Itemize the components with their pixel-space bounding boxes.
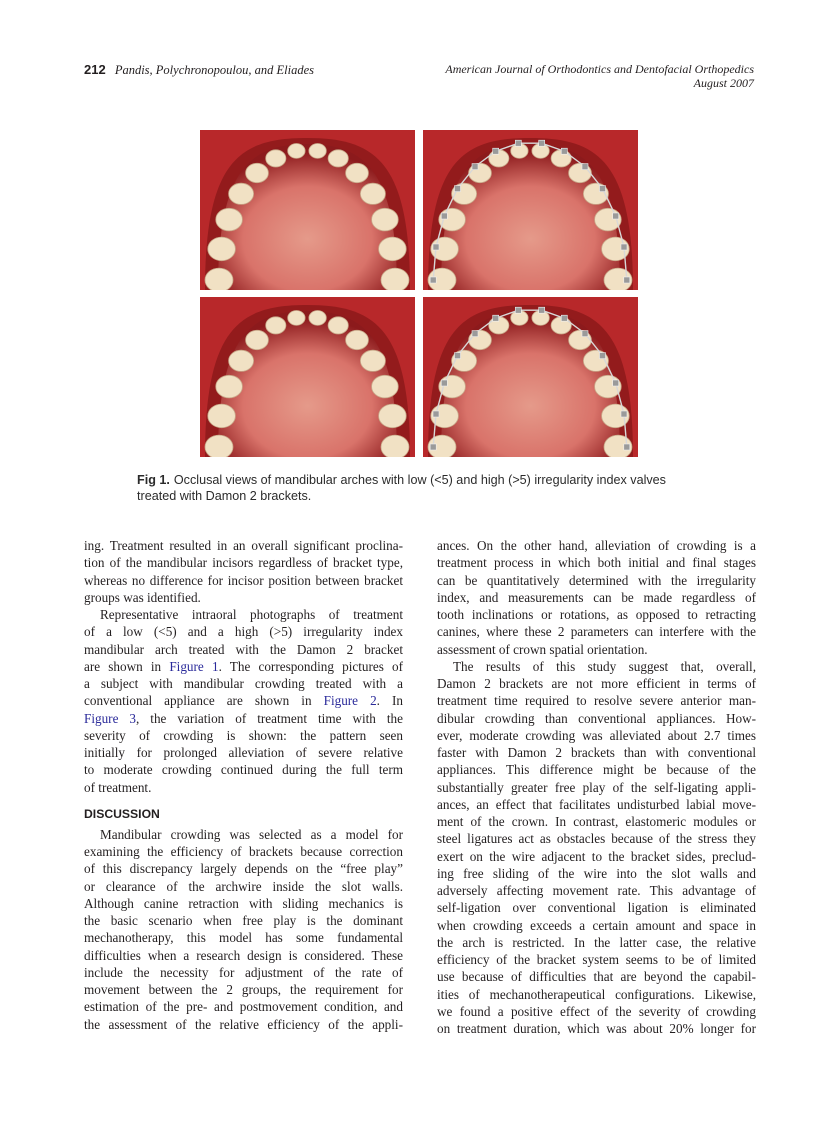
text-line xyxy=(84,710,403,727)
text-line: ing. Treatment resulted in an overall significant proclina- xyxy=(84,538,403,553)
text-line: index, and measurements can be made regardless of xyxy=(437,589,756,605)
text-line: use because of difficulties that are beyond the capabil- xyxy=(437,969,756,985)
text-line: tion of the mandibular incisors regardless of bracket type, xyxy=(84,555,403,571)
text-line: when crowding exceeds a certain amount and space in xyxy=(437,917,756,933)
text-segment: are shown in xyxy=(84,658,170,674)
text-line: steel ligatures act as obstacles because of the stress they xyxy=(437,831,756,847)
text-line xyxy=(84,692,403,709)
text-line: groups was identified. xyxy=(84,589,201,605)
text-line: the assessment of the relative efficiency of the appli- xyxy=(84,1016,403,1032)
text-line: can be quantitatively determined with the irregularity xyxy=(437,572,756,588)
caption-text: Occlusal views of mandibular arches with low (<5) and high (>5) irregularity index valves xyxy=(173,473,666,487)
text-line xyxy=(84,658,403,675)
text-line xyxy=(84,641,403,658)
text-line: exert on the wire adjacent to the bracket sides, preclud- xyxy=(437,848,756,864)
text-line: treatment time required to resolve severe anterior man- xyxy=(437,693,756,709)
figure-link[interactable]: Figure 2 xyxy=(323,693,377,709)
text-line: efficiency of the bracket system seems to be of limited xyxy=(437,952,756,967)
running-header-right xyxy=(445,62,754,90)
text-line: Damon 2 brackets are not more efficient in terms of xyxy=(437,676,756,691)
text-line: on treatment duration, which was about 20% longer for xyxy=(437,1021,756,1036)
text-line xyxy=(84,761,403,778)
text-segment: . In xyxy=(376,693,403,709)
text-line: ever, moderate crowding was alleviated about 2.7 times xyxy=(437,727,756,743)
text-segment: to moderate crowding continued during the full term xyxy=(84,762,403,778)
text-line: ances. On the other hand, alleviation of crowding is a xyxy=(437,538,756,553)
page-number: 212 xyxy=(84,62,106,77)
text-line: ment of the crown. In contrast, elastomeric modules or xyxy=(437,814,756,829)
paragraph xyxy=(84,606,403,796)
text-segment: initially for prolonged alleviation of severe relative xyxy=(84,745,403,760)
text-segment: mandibular arch treated with the Damon 2 bracket xyxy=(84,641,403,657)
journal-name: American Journal of Orthodontics and Dentofacial Orthopedics xyxy=(445,62,754,76)
issue-date: August 2007 xyxy=(693,76,754,90)
text-line: mechanotherapy, this model has some fundamental xyxy=(84,930,403,946)
text-segment: Representative intraoral photographs of treatment xyxy=(100,607,403,622)
figure-link[interactable]: Figure 1 xyxy=(169,658,219,674)
section-heading-discussion: DISCUSSION xyxy=(84,806,160,821)
text-line: Mandibular crowding was selected as a model for xyxy=(100,826,403,842)
text-segment: severity of crowding is shown: the pattern seen xyxy=(84,727,403,743)
text-line xyxy=(84,623,403,640)
text-line xyxy=(84,727,403,744)
photo-low-initial xyxy=(200,130,415,290)
left-column xyxy=(84,537,403,1033)
caption-text-line2: treated with Damon 2 brackets. xyxy=(137,488,312,503)
text-line: include the necessity for adjustment of the rate of xyxy=(84,964,403,980)
figure-caption xyxy=(137,473,737,504)
text-line: faster with Damon 2 brackets than with conventional xyxy=(437,745,756,760)
text-line: treatment process in which both initial and final stages xyxy=(437,555,756,571)
paragraph xyxy=(437,537,756,658)
text-line: The results of this study suggest that, overall, xyxy=(453,658,756,674)
text-line: tooth inclinations or rotations, as opposed to retracting xyxy=(437,607,756,622)
text-line: the arch is restricted. In the latter case, the relative xyxy=(437,934,756,950)
text-line: canines, where these 2 parameters can interfere with the xyxy=(437,624,756,640)
text-line: appliances. This difference might be because of the xyxy=(437,762,756,778)
text-line: ities of mechanotherapeutical configurations. Likewise, xyxy=(437,986,756,1002)
text-line: ances, an effect that facilitates undisturbed labial move- xyxy=(437,796,756,812)
text-line: of this discrepancy largely depends on the “free play” xyxy=(84,861,403,877)
text-line xyxy=(84,675,403,692)
text-line: adversely affecting movement rate. This advantage of xyxy=(437,883,756,898)
text-segment: of a low (<5) and a high (>5) irregularity index xyxy=(84,624,403,640)
photo-high-initial xyxy=(200,297,415,457)
figure-label: Fig 1. xyxy=(137,473,170,487)
text-line: ing free sliding of the wire into the slot walls and xyxy=(437,865,756,881)
text-segment: conventional appliance are shown in xyxy=(84,693,324,709)
text-line: examining the efficiency of brackets because correction xyxy=(84,844,403,859)
text-line: the basic scenario when free play is the dominant xyxy=(84,913,403,928)
text-line: dibular crowding than conventional appliances. How- xyxy=(437,710,756,726)
text-line: substantially greater free play of the self-ligating appli- xyxy=(437,779,756,795)
text-segment: a subject with mandibular crowding treated with a xyxy=(84,676,403,691)
text-line: whereas no difference for incisor position between bracket xyxy=(84,572,403,588)
text-line: self-ligation over conventional ligation is eliminated xyxy=(437,900,756,916)
text-line: difficulties when a research design is considered. These xyxy=(84,947,403,963)
text-line xyxy=(84,744,403,761)
paragraph xyxy=(84,826,403,1033)
text-line: Although canine retraction with sliding mechanics is xyxy=(84,895,403,911)
authors: Pandis, Polychronopoulou, and Eliades xyxy=(114,63,314,77)
text-line: estimation of the pre- and postmovement condition, and xyxy=(84,999,403,1015)
photo-high-brackets xyxy=(423,297,638,457)
running-header-left xyxy=(84,62,314,78)
text-line xyxy=(84,779,403,796)
text-line: we found a positive effect of the severity of crowding xyxy=(437,1003,756,1019)
figure-link[interactable]: Figure 3 xyxy=(84,710,137,726)
text-line: assessment of crown spatial orientation. xyxy=(437,641,648,657)
right-column xyxy=(437,537,756,1037)
text-line: or clearance of the archwire inside the slot walls. xyxy=(84,878,403,894)
photo-low-brackets xyxy=(423,130,638,290)
text-segment: of treatment. xyxy=(84,779,152,795)
text-segment: , the variation of treatment time with the xyxy=(136,710,403,726)
text-segment: . The corresponding pictures of xyxy=(218,658,404,674)
paragraph xyxy=(437,658,756,1038)
paragraph xyxy=(84,537,403,606)
text-line: movement between the 2 groups, the requirement for xyxy=(84,982,403,997)
text-line xyxy=(84,606,403,623)
